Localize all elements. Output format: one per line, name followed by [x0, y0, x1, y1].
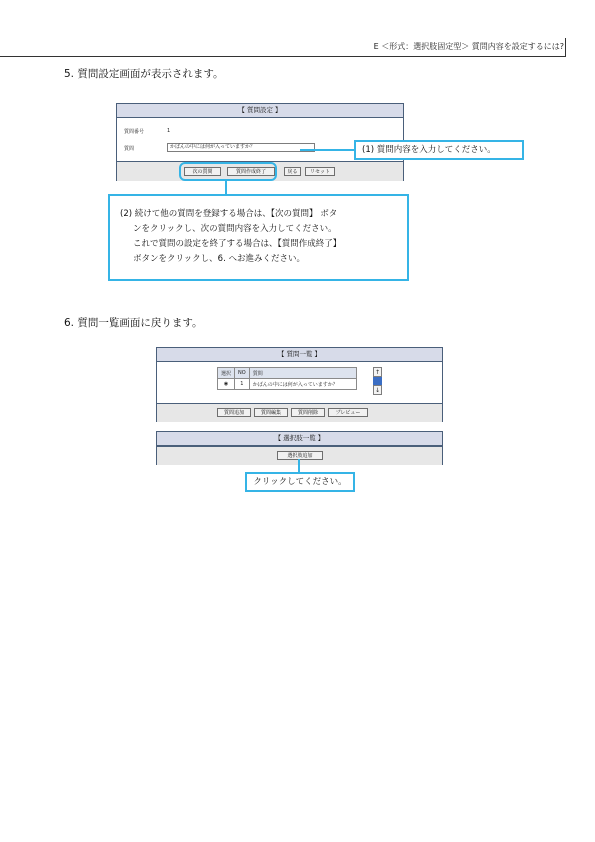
panel-title: 【 質問設定 】 — [117, 104, 403, 118]
row-question: かばんの中には何が入っていますか？ — [249, 379, 356, 390]
delete-question-button[interactable]: 質問削除 — [291, 408, 325, 417]
question-list-title: 【 質問一覧 】 — [157, 348, 442, 362]
question-input[interactable]: かばんの中には何が入っていますか？ — [167, 143, 315, 152]
question-label: 質問 — [124, 146, 135, 152]
choice-list-title: 【 選択肢一覧 】 — [157, 432, 442, 446]
preview-button[interactable]: プレビュー — [328, 408, 368, 417]
scrollbar-thumb[interactable] — [373, 377, 382, 385]
callout-click — [245, 472, 355, 492]
question-number-value: 1 — [167, 128, 171, 134]
next-question-button[interactable]: 次の質問 — [184, 167, 221, 176]
callout2-line-4: ボタンをクリックし、6. へお進みください。 — [133, 254, 305, 264]
callout2-line-3: これで質問の設定を終了する場合は、【質問作成終了】 — [133, 239, 342, 249]
edit-question-button[interactable]: 質問編集 — [254, 408, 288, 417]
callout2-line-1: (2) 続けて他の質問を登録する場合は、【次の質問】 ボタ — [120, 209, 338, 219]
callout3-text: クリックしてください。 — [253, 477, 347, 487]
callout3-connector — [298, 459, 300, 473]
step6-heading: 6. 質問一覧画面に戻ります。 — [64, 317, 203, 329]
header-rule-right — [565, 38, 566, 56]
callout-next-or-finish — [108, 194, 409, 281]
move-up-arrow-icon[interactable]: ↑ — [374, 369, 381, 376]
row-select-radio[interactable]: ◉ — [218, 379, 235, 390]
row-no: 1 — [235, 379, 250, 390]
finish-question-button[interactable]: 質問作成終了 — [227, 167, 275, 176]
step5-heading: 5. 質問設定画面が表示されます。 — [64, 68, 224, 80]
table-header-row — [218, 368, 357, 379]
question-list-panel — [156, 347, 443, 422]
buttons-highlight — [179, 162, 277, 181]
reset-button[interactable]: リセット — [305, 167, 335, 176]
col-select: 選択 — [218, 368, 235, 379]
table-row[interactable] — [218, 379, 357, 390]
callout1-text: (1) 質問内容を入力してください。 — [362, 145, 496, 155]
callout2-line-2: ンをクリックし、次の質問内容を入力してください。 — [133, 224, 337, 234]
callout1-connector — [300, 149, 355, 151]
col-no: NO — [235, 368, 250, 379]
callout-input-question — [354, 140, 524, 160]
add-choice-button[interactable]: 選択肢追加 — [277, 451, 323, 460]
question-number-label: 質問番号 — [124, 129, 145, 135]
add-question-button[interactable]: 質問追加 — [217, 408, 251, 417]
question-list-table — [217, 367, 357, 390]
page-header-title: E ＜形式：選択肢固定型＞ 質問内容を設定するには? — [373, 42, 564, 51]
move-down-arrow-icon[interactable]: ↓ — [374, 387, 381, 394]
back-button[interactable]: 戻る — [284, 167, 301, 176]
col-question: 質問 — [249, 368, 356, 379]
question-list-footer — [157, 403, 442, 422]
callout2-connector — [225, 181, 227, 195]
header-rule — [0, 56, 566, 57]
